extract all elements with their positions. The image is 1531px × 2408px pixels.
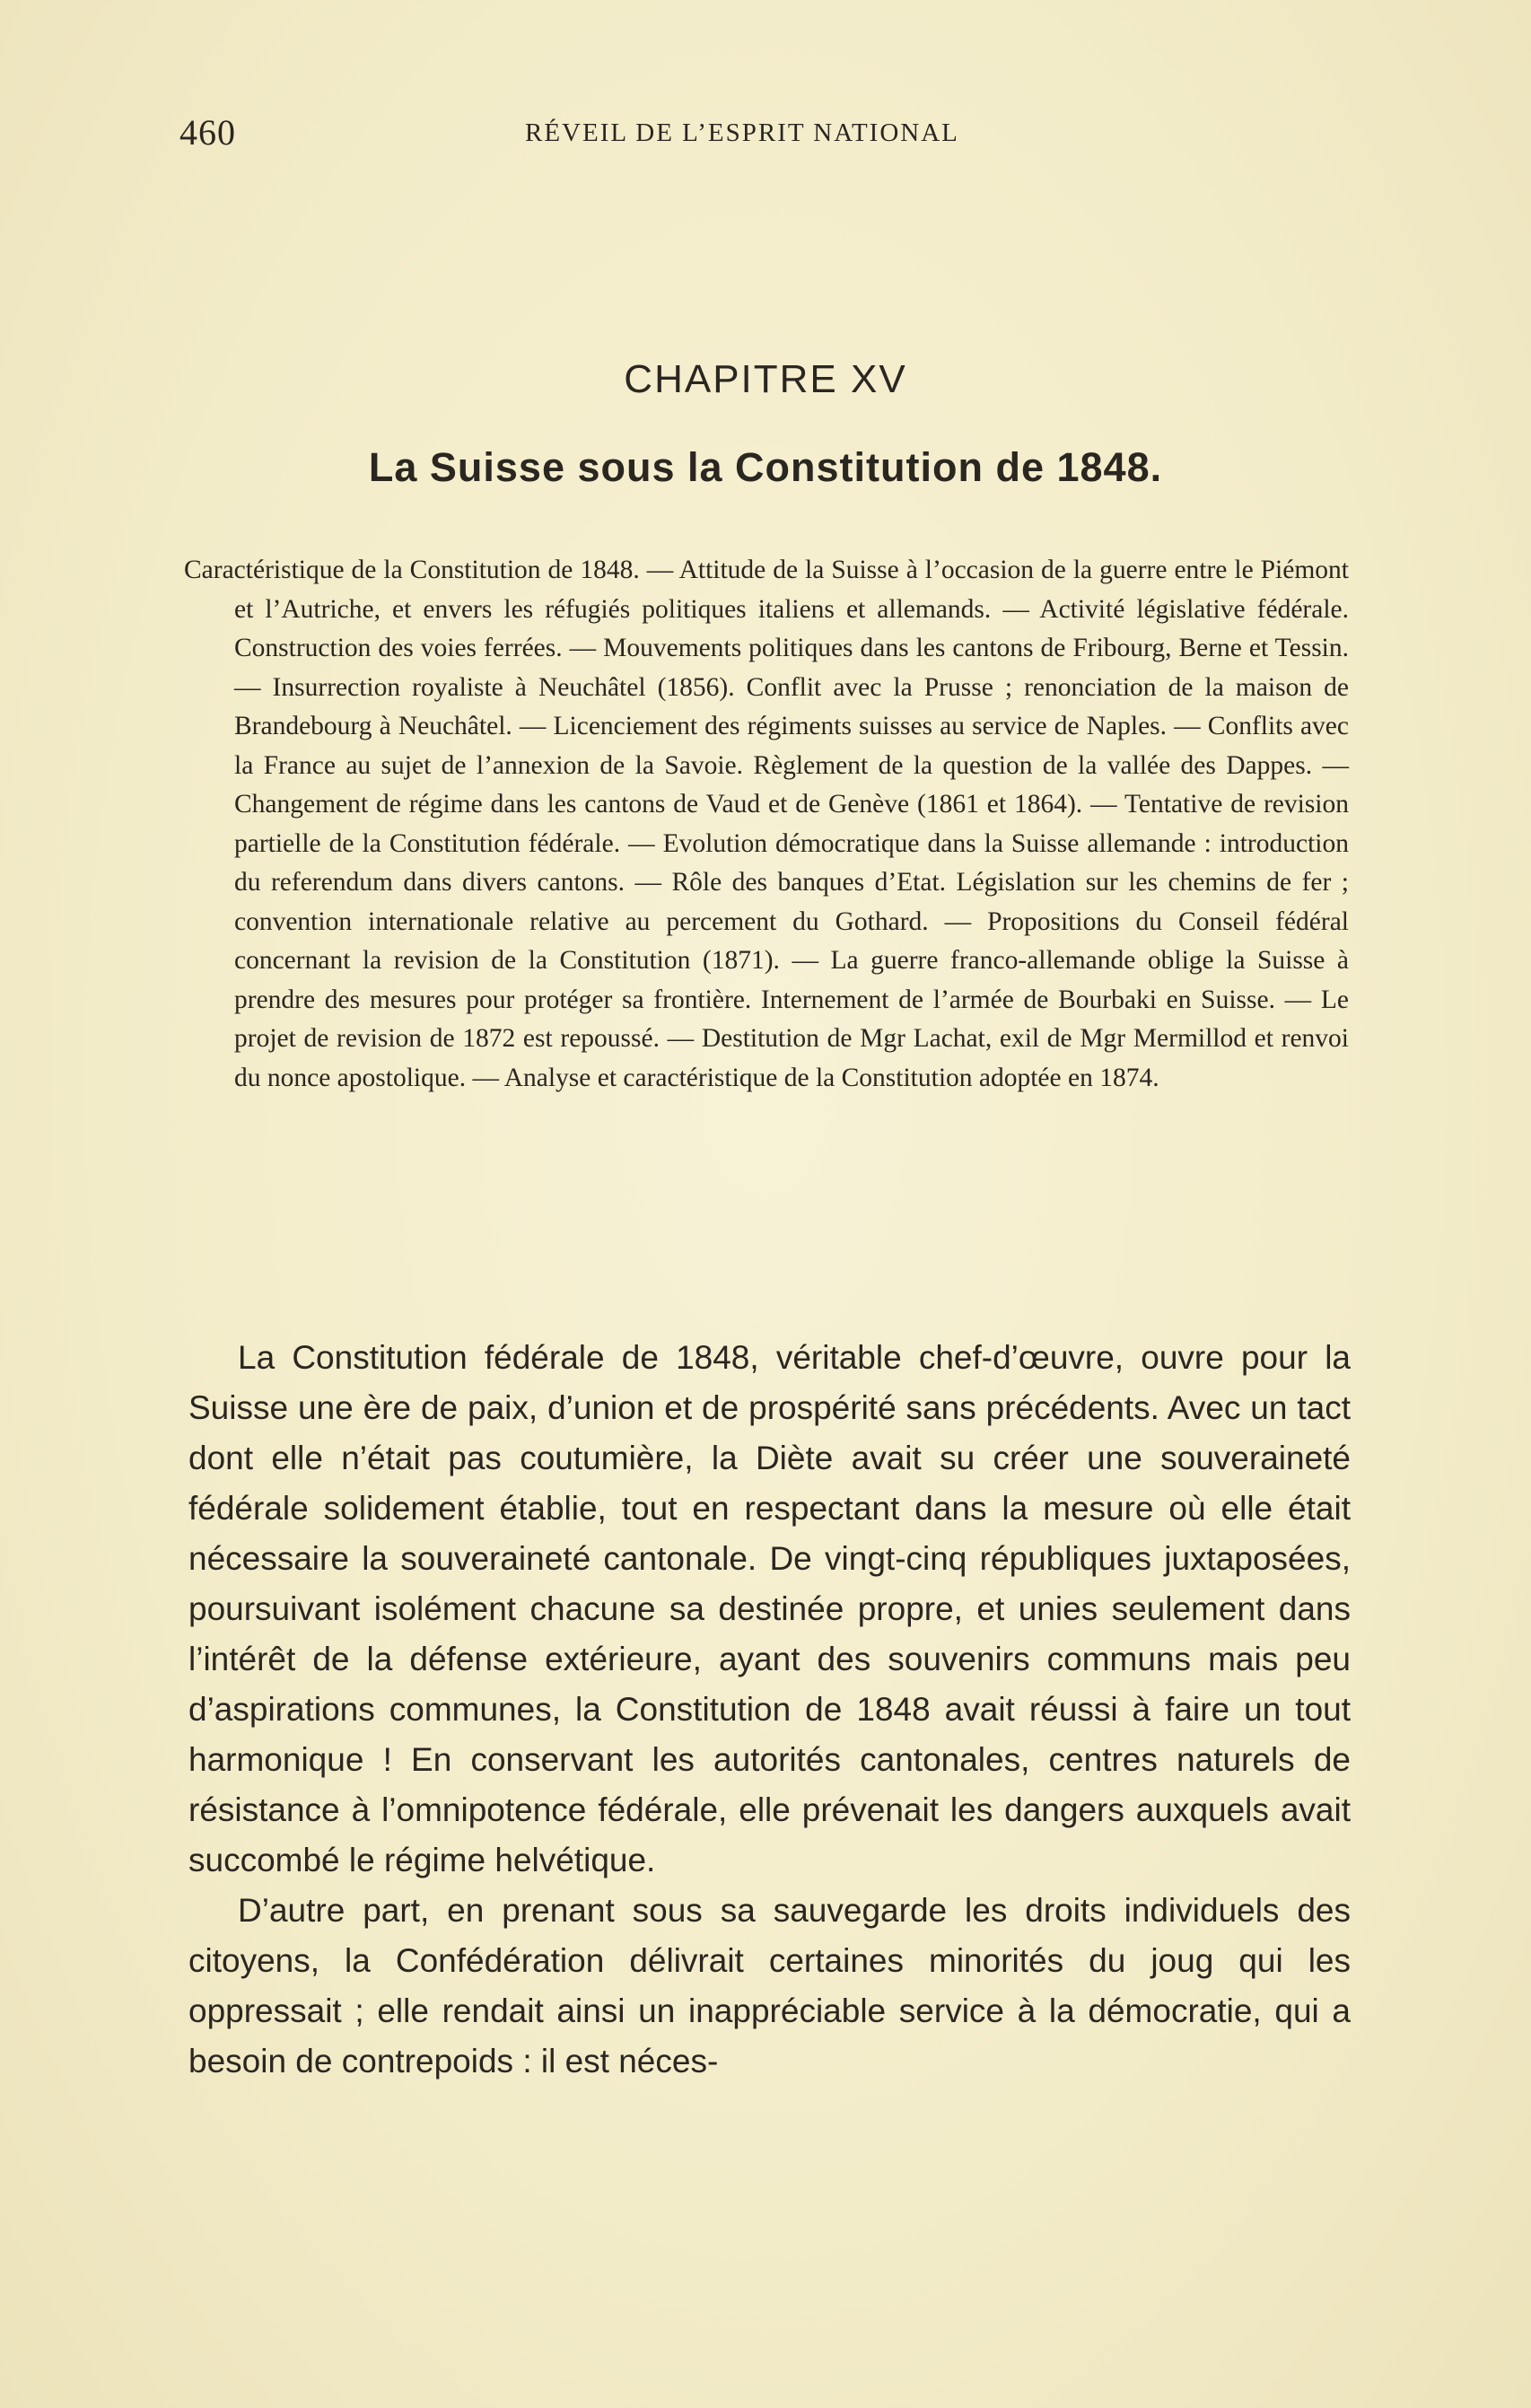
body-paragraph-2: D’autre part, en prenant sous sa sauvegarde les droits individuels des citoyens, la Confédération délivrait certaines minorités du joug qui les oppressait ; elle rendait ainsi un inappréciable service à la démocratie, qui a besoin de contrepoids : il est néces- [188, 1892, 1351, 2080]
running-head: RÉVEIL DE L’ESPRIT NATIONAL [525, 118, 959, 147]
body-text [188, 1333, 1351, 2087]
body-paragraph-1: La Constitution fédérale de 1848, véritable chef-d’œuvre, ouvre pour la Suisse une ère de paix, d’union et de prospérité sans précédents. Avec un tact dont elle n’était pas coutumière, la Diète avait su créer une souveraineté fédérale solidement établie, tout en respectant dans la mesure où elle était nécessaire la souveraineté cantonale. De vingt-cinq républiques juxtaposées, poursuivant isolément chacune sa destinée propre, et unies seulement dans l’intérêt de la défense extérieure, ayant des souvenirs communs mais peu d’aspirations communes, la Constitution de 1848 avait réussi à faire un tout harmonique ! En conservant les autorités cantonales, centres naturels de résistance à l’omnipotence fédérale, elle prévenait les dangers auxquels avait succombé le régime helvétique. [188, 1339, 1351, 1878]
page-number: 460 [179, 112, 236, 153]
chapter-label: CHAPITRE XV [624, 357, 907, 401]
chapter-title: La Suisse sous la Constitution de 1848. [368, 444, 1163, 490]
chapter-summary: Caractéristique de la Constitution de 1848. — Attitude de la Suisse à l’occasion de la guerre entre le Piémont et l’Autriche, et envers les réfugiés politiques italiens et allemands. — Activité législative fédérale. Construction des voies ferrées. — Mouvements politiques dans les cantons de Fribourg, Berne et Tessin. — Insurrection royaliste à Neuchâtel (1856). Conflit avec la Prusse ; renonciation de la maison de Brandebourg à Neuchâtel. — Licenciement des régiments suisses au service de Naples. — Conflits avec la France au sujet de l’annexion de la Savoie. Règlement de la question de la vallée des Dappes. — Changement de régime dans les cantons de Vaud et de Genève (1861 et 1864). — Tentative de revision partielle de la Constitution fédérale. — Evolution démocratique dans la Suisse allemande : introduction du referendum dans divers cantons. — Rôle des banques d’Etat. Législation sur les chemins de fer ; convention internationale relative au percement du Gothard. — Propositions du Conseil fédéral concernant la revision de la Constitution (1871). — La guerre franco-allemande oblige la Suisse à prendre des mesures pour protéger sa frontière. Internement de l’armée de Bourbaki en Suisse. — Le projet de revision de 1872 est repoussé. — Destitution de Mgr Lachat, exil de Mgr Mermillod et renvoi du nonce apostolique. — Analyse et caractéristique de la Constitution adoptée en 1874. [184, 556, 1349, 1092]
page-header [179, 111, 1346, 156]
